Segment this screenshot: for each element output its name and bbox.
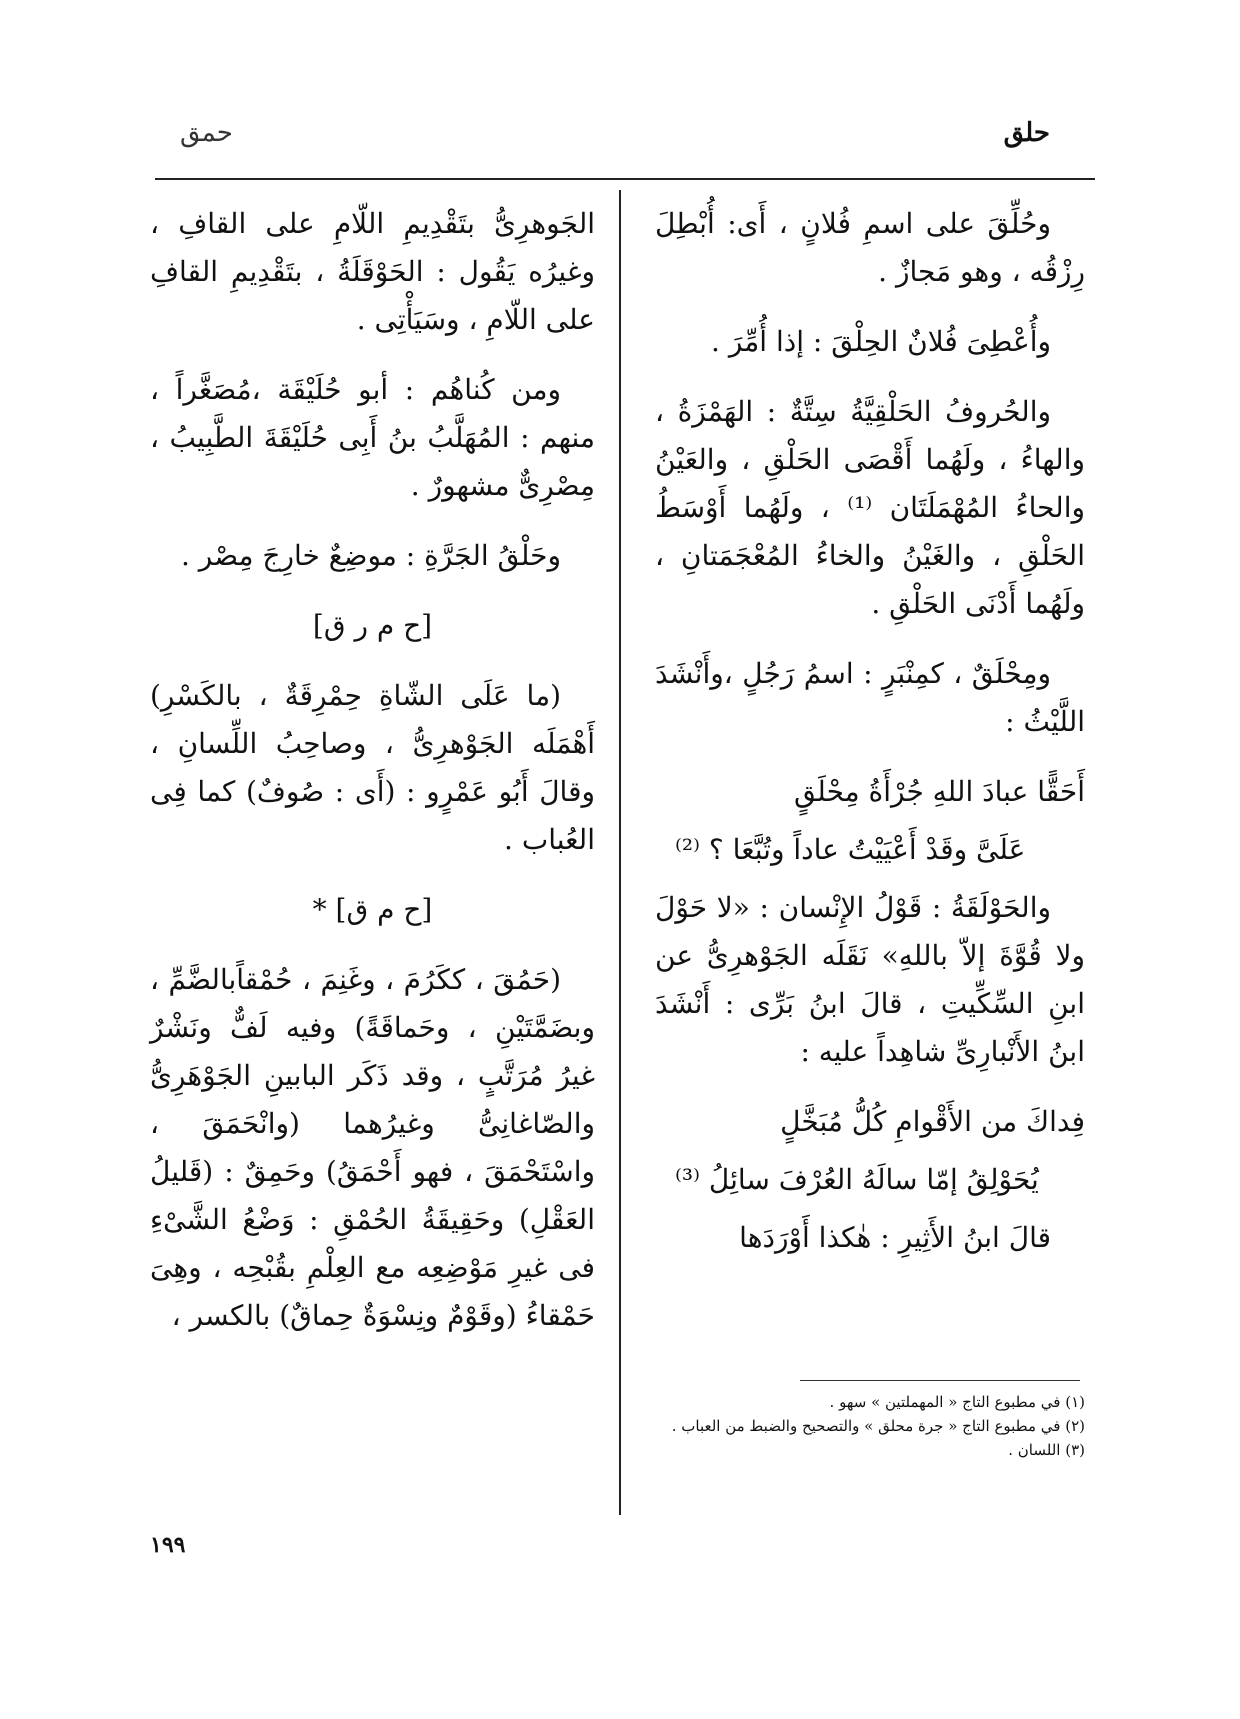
page-number: ١٩٩ — [150, 1532, 186, 1558]
verse-line: فِداكَ من الأَقْوامِ كُلُّ مُبَخَّلٍ — [780, 1105, 1085, 1138]
column-divider — [619, 190, 621, 1515]
paragraph: ومِحْلَقٌ ، كمِنْبَرٍ : اسمُ رَجُلٍ ،وأَنْشَدَ اللَّيْثُ : — [655, 657, 1085, 738]
paragraph: وحَلْقُ الجَرَّةِ : موضِعٌ خارِجَ مِصْر . — [181, 539, 561, 572]
verse-line: أَحَقًّا عبادَ اللهِ جُرْأَةُ مِحْلَقٍ — [793, 775, 1085, 808]
footnote: (١) في مطبوع التاج « المهملتين » سهو . — [829, 1393, 1085, 1411]
running-head-left: حمق — [180, 118, 233, 148]
verse-line: يُحَوْلِقُ إمّا سالَهُ العُرْفَ سائِلُ ⁽³⁾ — [675, 1163, 1039, 1196]
entry-heading: [ح م ر ق] — [312, 609, 433, 642]
running-head-right: حلق — [1003, 118, 1050, 148]
left-column — [150, 200, 595, 1362]
footnote: (٣) اللسان . — [1008, 1441, 1085, 1459]
paragraph: (ما عَلَى الشّاةِ حِمْرِقَةٌ ، بالكَسْرِ) أَهْمَلَه الجَوْهرِىُّ ، وصاحِبُ اللِّسانِ ، وقالَ أَبُو عَمْرٍو : (أَى : صُوفٌ) كما فِى العُباب . — [150, 679, 595, 856]
entry-heading: [ح م ق] * — [312, 893, 433, 926]
paragraph: وأُعْطِىَ فُلانٌ الحِلْقَ : إذا أُمِّرَ . — [711, 325, 1051, 358]
footnote-rule — [800, 1380, 1080, 1381]
paragraph: الجَوهرِىُّ بتَقْدِيمِ اللّامِ على القافِ ، وغيرُه يَقُول : الحَوْقَلَةُ ، بتَقْدِيمِ القافِ على اللّامِ ، وسَيَأْتِى . — [150, 207, 595, 336]
right-column — [655, 200, 1085, 1284]
paragraph: والحَوْلَقَةُ : قَوْلُ الإِنْسان : «لا حَوْلَ ولا قُوَّةَ إلاّ باللهِ» نَقَلَه الجَوْهرِىُّ عن ابنِ السِّكِّيتِ ، قالَ ابنُ بَرِّى : أَنْشَدَ ابنُ الأَنْبارِىِّ شاهِداً عليه : — [655, 891, 1085, 1068]
paragraph: ومن كُناهُم : أبو حُلَيْقَة ،مُصَغَّراً ، منهم : المُهَلَّبُ بنُ أَبِى حُلَيْقَةَ الطَّبِيبُ ، مِصْرِىٌّ مشهورٌ . — [150, 373, 595, 502]
header-rule — [155, 178, 1095, 180]
paragraph: والحُروفُ الحَلْقِيَّةُ سِتَّةٌ : الهَمْزَةُ ، والهاءُ ، ولَهُما أَقْصَى الحَلْقِ ، والعَيْنُ والحاءُ المُهْمَلَتَان ⁽¹⁾ ، ولَهُما أَوْسَطُ الحَلْقِ ، والغَيْنُ والخاءُ المُعْجَمَتانِ ، ولَهُما أَدْنَى الحَلْقِ . — [655, 395, 1086, 620]
footnote: (٢) في مطبوع التاج « جرة محلق » والتصحيح والضبط من العباب . — [671, 1417, 1085, 1435]
paragraph: (حَمُقَ ، ككَرُمَ ، وغَنِمَ ، حُمْقاًبالضَّمِّ ، وبضَمَّتَيْنِ ، وحَماقَةً) وفيه لَفٌّ ونَشْرٌ غيرُ مُرَتَّبٍ ، وقد ذَكَر البابينِ الجَوْهَرِىُّ والصّاغانِىُّ وغيرُهما (وانْحَمَقَ ، واسْتَحْمَقَ ، فهو أَحْمَقُ) وحَمِقٌ : (قَليلُ العَقْلِ) وحَقِيقَةُ الحُمْقِ : وَضْعُ الشَّىْءِ فى غيرِ مَوْضِعِه مع العِلْمِ بقُبْحِه ، وهِىَ حَمْقاءُ (وقَوْمٌ ونِسْوَةٌ حِماقٌ) بالكسر ، — [150, 963, 595, 1332]
paragraph: قالَ ابنُ الأَثِيرِ : هٰكذا أَوْرَدَها — [739, 1221, 1051, 1254]
footnotes — [655, 1390, 1085, 1462]
paragraph: وحُلِّقَ على اسمِ فُلانٍ ، أَى: أُبْطِلَ رِزْقُه ، وهو مَجازٌ . — [655, 207, 1085, 288]
verse-line: عَلَىَّ وقَدْ أَعْيَيْتُ عاداً وتُبَّعَا ؟ ⁽²⁾ — [675, 833, 1026, 866]
